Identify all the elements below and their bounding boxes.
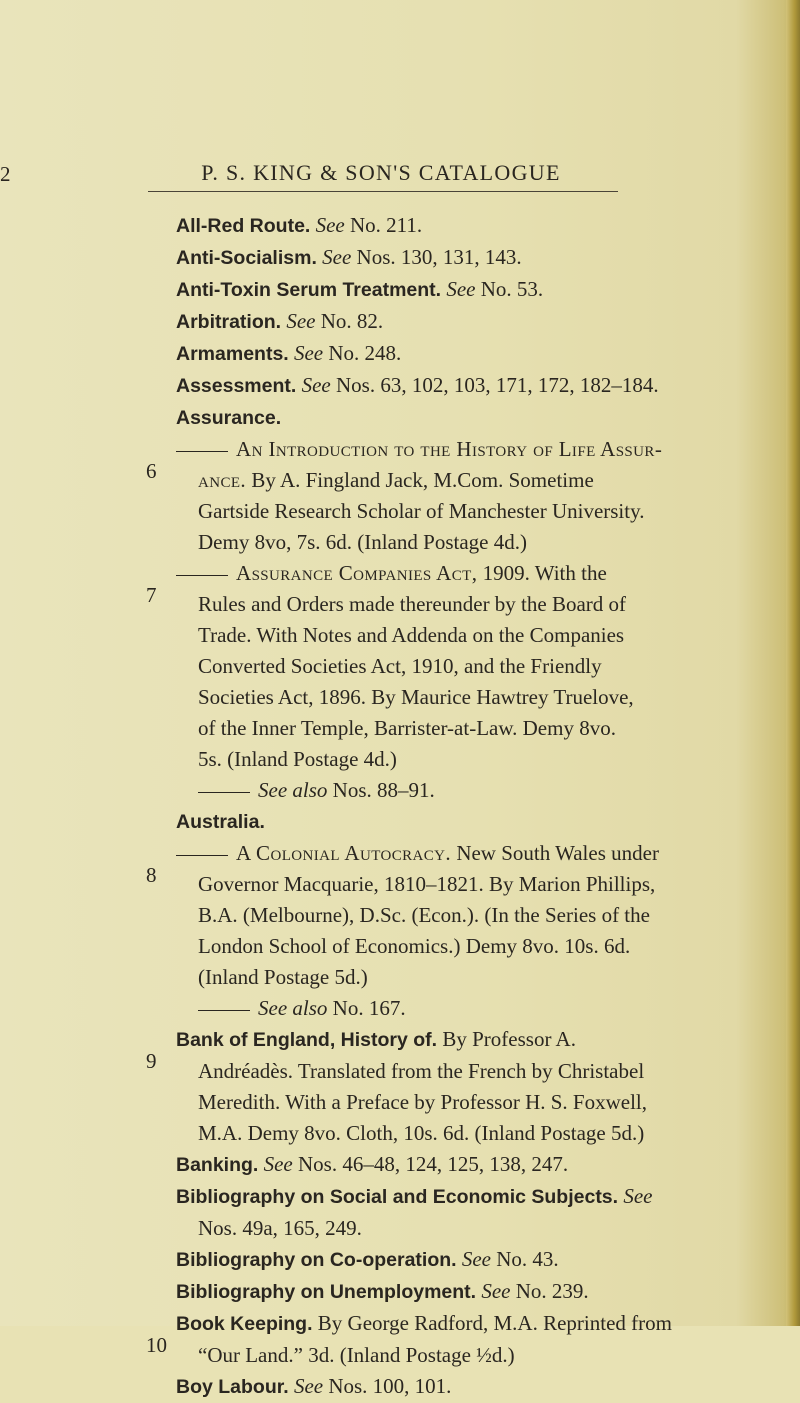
entry-anti-toxin: Anti-Toxin Serum Treatment. See No. 53. <box>176 277 544 301</box>
entry-australia: Australia. <box>176 811 265 833</box>
item-title: An Introduction to the History of Life Assur- <box>236 437 663 461</box>
catalogue-content <box>146 210 766 1403</box>
running-head: P. S. KING & SON'S CATALOGUE <box>201 160 561 185</box>
item-number: 7 <box>146 583 157 607</box>
header-rule <box>148 191 618 192</box>
catalogue-item-9: 9 Bank of England, History of. By Professor A. Andréadès. Translated from the French by Christabel Meredith. With a Preface by Professor H. S. Foxwell, M.A. Demy 8vo. Cloth, 10s. 6d. (Inland Postage 5d.) <box>146 1027 648 1145</box>
entry-bibliography-unemployment: Bibliography on Unemployment. See No. 239. <box>176 1279 589 1303</box>
see-also-line: See also Nos. 88–91. <box>176 775 766 806</box>
catalogue-item-8: 8 A Colonial Autocracy. New South Wales under Governor Macquarie, 1810–1821. By Marion Phillips, B.A. (Melbourne), D.Sc. (Econ.). (In the Series of the London School of Economics.) Demy 8vo. 10s. 6d. (Inland Postage 5d.) See also No. 167. <box>176 838 766 1024</box>
ditto-dash <box>198 792 250 793</box>
item-number: 8 <box>146 863 157 887</box>
item-heading: Book Keeping. <box>176 1313 313 1335</box>
catalogue-item-10: 10 Book Keeping. By George Radford, M.A. Reprinted from “Our Land.” 3d. (Inland Postage ½d.) <box>146 1311 672 1367</box>
item-number: 9 <box>146 1049 157 1073</box>
entry-armaments: Armaments. See No. 248. <box>176 341 402 365</box>
catalogue-item-6: 6 An Introduction to the History of Life Assur- ance. By A. Fingland Jack, M.Com. Sometime Gartside Research Scholar of Manchester University. Demy 8vo, 7s. 6d. (Inland Postage 4d.) <box>146 437 663 554</box>
entry-boy-labour: Boy Labour. See Nos. 100, 101. <box>176 1374 452 1398</box>
ditto-dash <box>176 451 228 452</box>
entry-assessment: Assessment. See Nos. 63, 102, 103, 171, 172, 182–184. <box>176 373 659 397</box>
catalogue-item-7: 7 Assurance Companies Act, 1909. With the Rules and Orders made thereunder by the Board of Trade. With Notes and Addenda on the Companies Converted Societies Act, 1910, and the Friendly Societies Act, 1896. By Maurice Hawtrey Truelove, of the Inner Temple, Barrister-at-Law. Demy 8vo. 5s. (Inland Postage 4d.) See also Nos. 88–91. <box>176 558 766 806</box>
entry-banking: Banking. See Nos. 46–48, 124, 125, 138, 247. <box>176 1152 569 1176</box>
page-edge <box>786 0 800 1326</box>
entry-all-red-route: All-Red Route. See No. 211. <box>176 213 423 237</box>
item-number: 10 <box>146 1333 167 1357</box>
entry-bibliography-cooperation: Bibliography on Co-operation. See No. 43. <box>176 1247 559 1271</box>
entry-arbitration: Arbitration. See No. 82. <box>176 309 384 333</box>
item-title: A Colonial Autocracy. <box>236 841 452 865</box>
ditto-dash <box>176 855 228 856</box>
see-also-line: See also No. 167. <box>176 993 766 1024</box>
item-title: Assurance Companies Act, <box>236 561 478 585</box>
ditto-dash <box>176 575 228 576</box>
entry-bibliography-social: Bibliography on Social and Economic Subjects. See Nos. 49a, 165, 249. <box>176 1184 653 1240</box>
entry-assurance: Assurance. <box>176 407 282 429</box>
entry-anti-socialism: Anti-Socialism. See Nos. 130, 131, 143. <box>176 245 522 269</box>
item-number: 6 <box>146 459 157 483</box>
page-number: 2 <box>0 162 11 186</box>
ditto-dash <box>198 1010 250 1011</box>
item-heading: Bank of England, History of. <box>176 1029 438 1051</box>
